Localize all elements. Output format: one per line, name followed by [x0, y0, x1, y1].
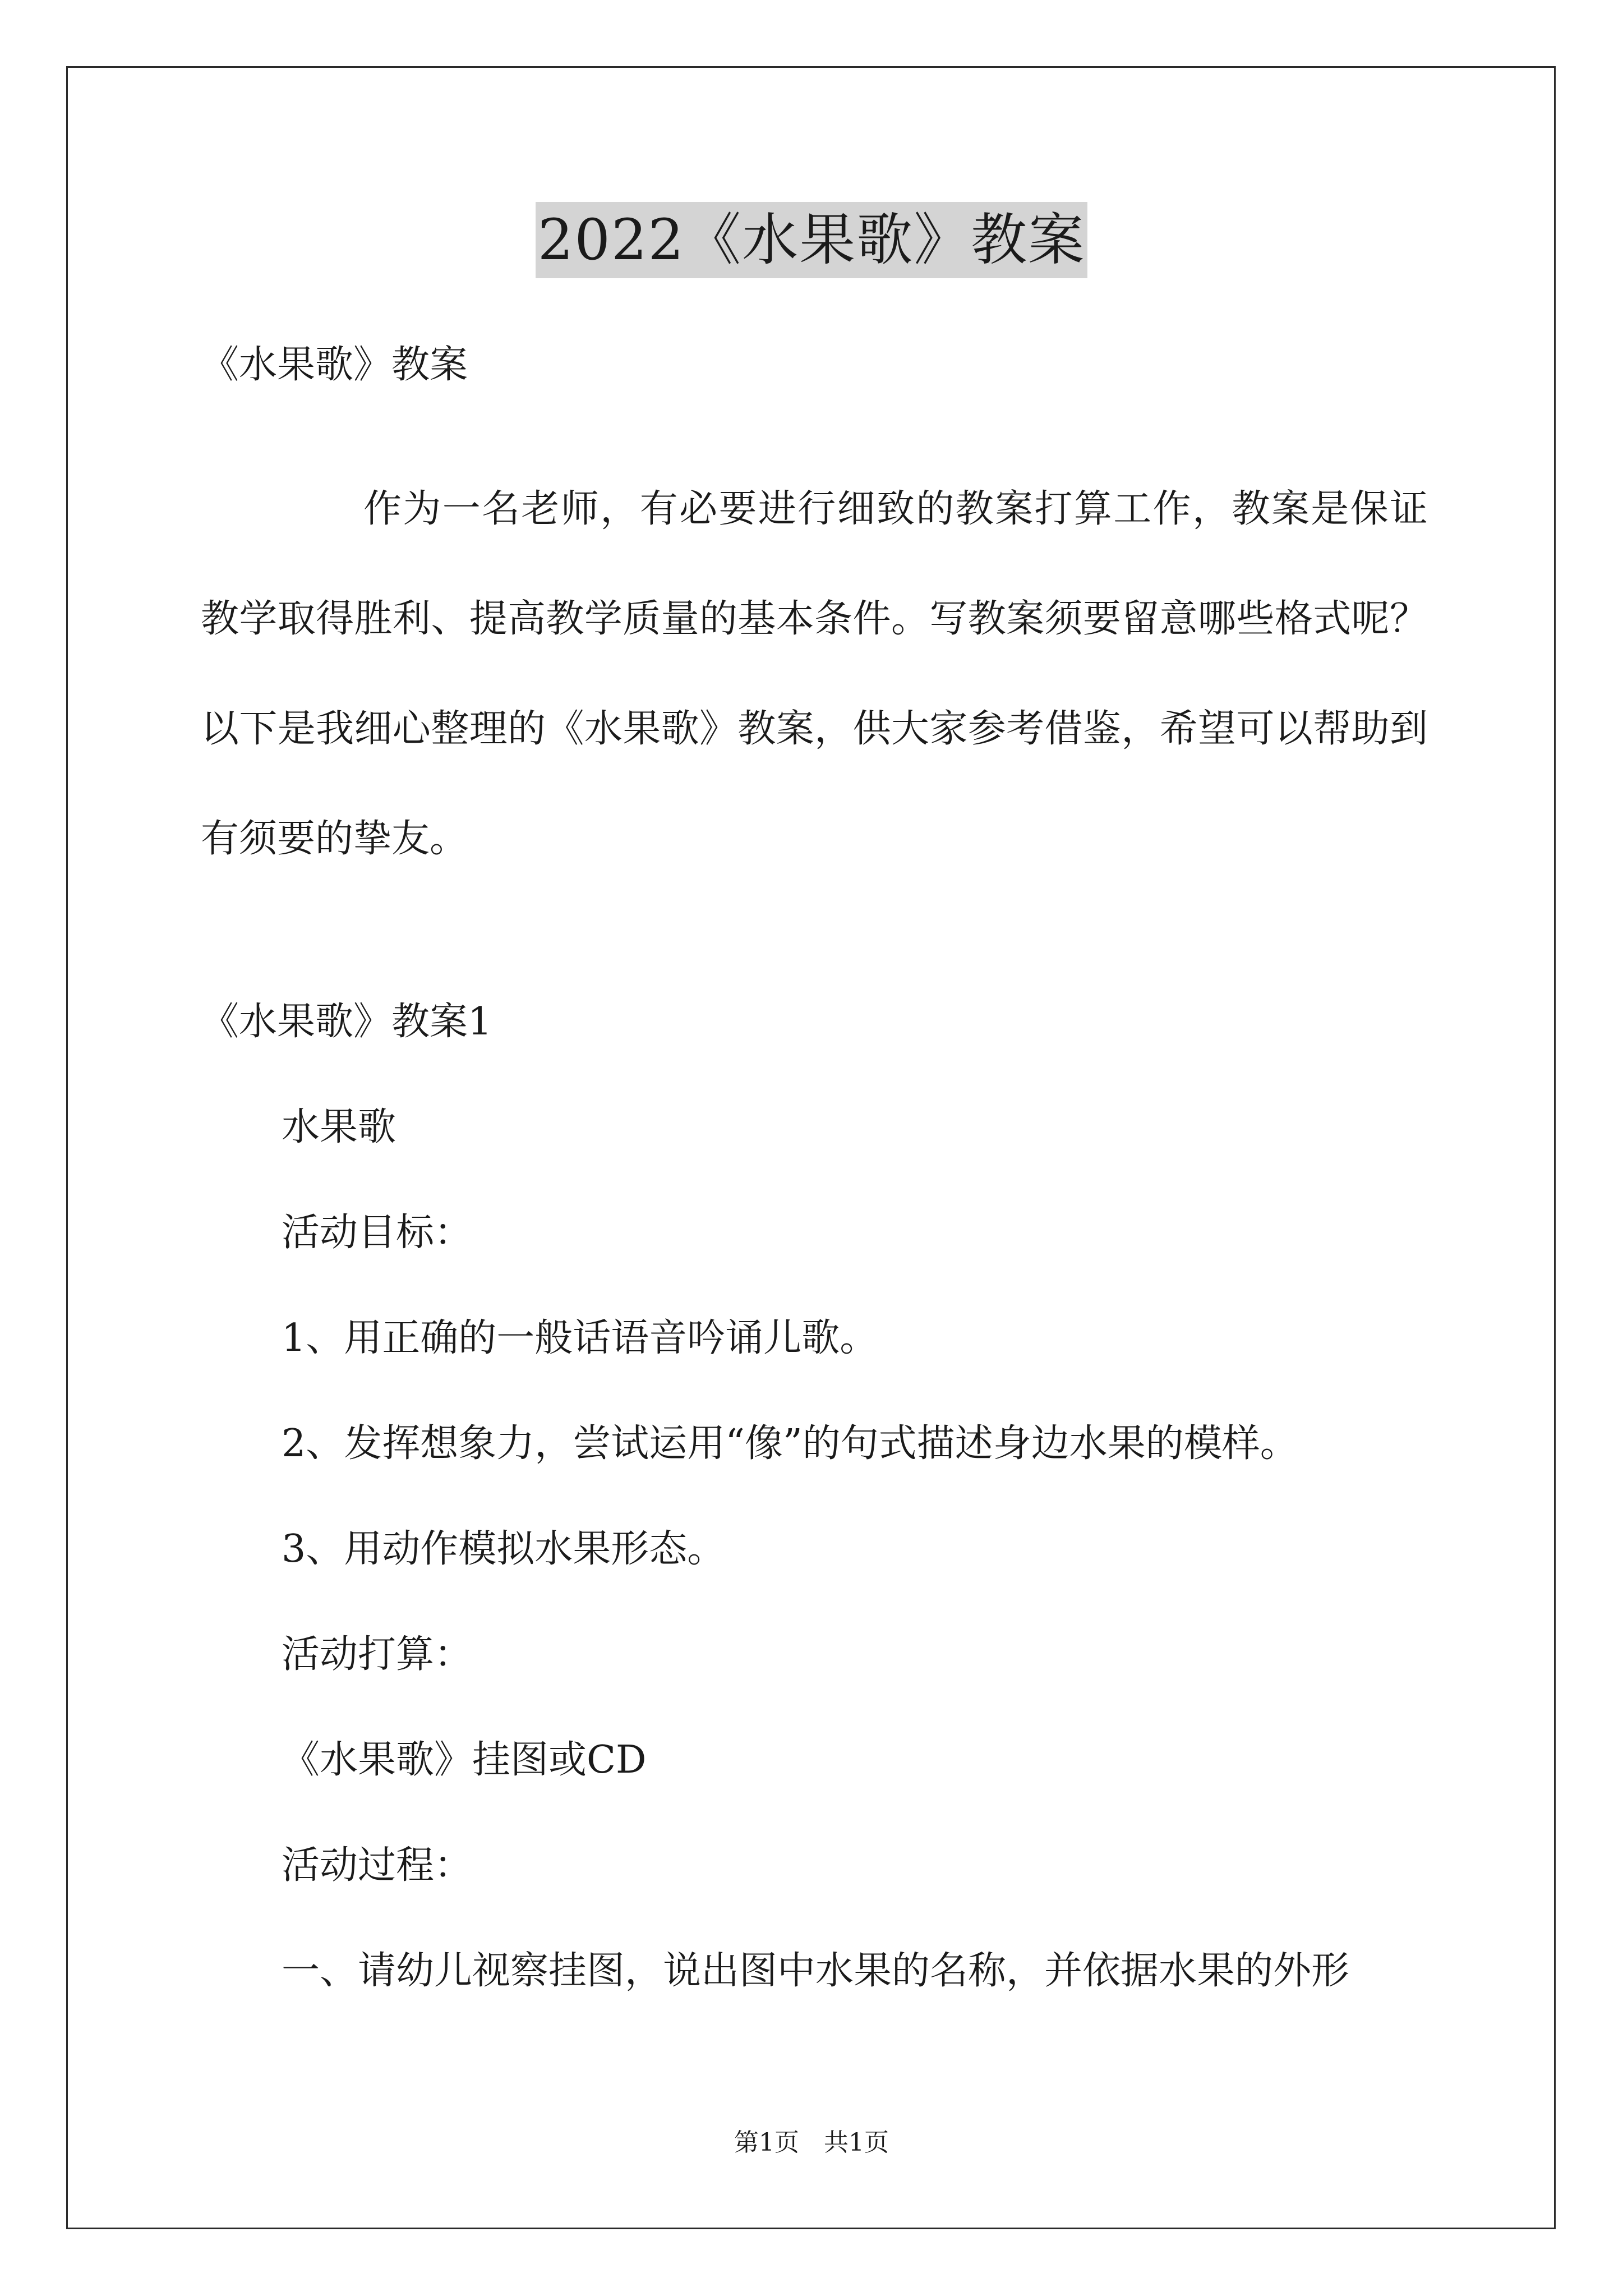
goals-heading: 活动目标： — [282, 1211, 473, 1255]
process-item: 一、请幼儿视察挂图，说出图中水果的名称，并依据水果的外形 — [282, 1949, 1350, 1993]
goal-item: 3、用动作模拟水果形态。 — [282, 1527, 726, 1571]
goal-item: 2、发挥想象力，尝试运用“像”的句式描述身边水果的模样。 — [282, 1421, 1298, 1466]
process-heading: 活动过程： — [282, 1843, 473, 1888]
page-footer: 第1页 共1页 — [734, 2128, 889, 2157]
preparation-item: 《水果歌》挂图或CD — [282, 1738, 647, 1782]
section-heading: 《水果歌》教案1 — [201, 1000, 492, 1044]
lesson-name: 水果歌 — [282, 1105, 396, 1149]
document-subtitle: 《水果歌》教案 — [201, 343, 468, 387]
preparation-heading: 活动打算： — [282, 1632, 473, 1677]
document-title: 2022《水果歌》教案 — [536, 202, 1088, 278]
intro-paragraph: 作为一名老师，有必要进行细致的教案打算工作，教案是保证教学取得胜利、提高教学质量的基本条件。写教案须要留意哪些格式呢？以下是我细心整理的《水果歌》教案，供大家参考借鉴，希望可以帮助到有须要的挚友。 — [201, 487, 1428, 861]
title-wrap — [0, 202, 1623, 278]
goal-item: 1、用正确的一般话语音吟诵儿歌。 — [282, 1316, 878, 1360]
